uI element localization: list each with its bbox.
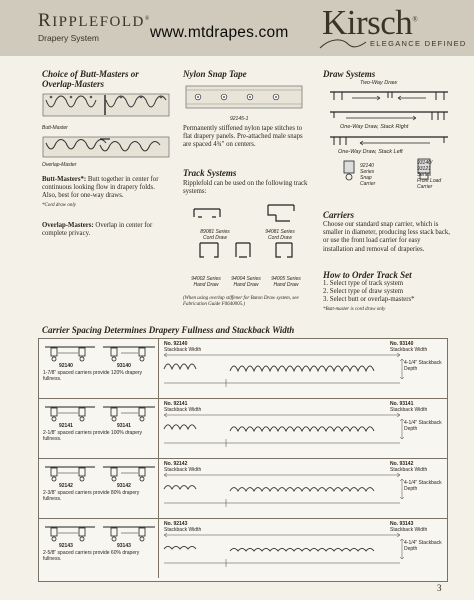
- page-number: 3: [437, 583, 442, 593]
- carrier-spacing-title: Carrier Spacing Determines Drapery Fullness and Stackback Width: [42, 325, 295, 335]
- snap-series-number: No. 92143: [164, 521, 188, 527]
- nylon-snap-tape-title: Nylon Snap Tape: [183, 69, 247, 79]
- one-way-left-figure: [328, 133, 450, 147]
- cord-draw-note: *Cord draw only: [42, 203, 76, 208]
- front-load-carrier-number: 93143: [117, 543, 131, 549]
- stackback-depth-label: 4-1/4" Stackback Depth: [404, 420, 442, 432]
- stackback-width-label: Stackback Width: [164, 347, 202, 353]
- order-step: 1. Select type of track system: [323, 280, 404, 287]
- front-load-carrier-number: 93141: [117, 423, 131, 429]
- carriers-title: Carriers: [323, 210, 355, 220]
- track-systems-title: Track Systems: [183, 168, 237, 178]
- order-step: 2. Select type of draw system: [323, 288, 404, 296]
- one-way-right-label: One-Way Draw, Stack Right: [340, 124, 409, 130]
- front-load-series-number: No. 93143: [390, 521, 414, 527]
- fullness-caption: 1-7/8" spaced carriers provide 120% drapery fullness.: [43, 370, 143, 382]
- spacing-carrier-diagram: [39, 339, 159, 398]
- snap-tape-part-number: 92145-1: [230, 116, 249, 122]
- fullness-caption: 2-5/8" spaced carriers provide 60% drapery fullness.: [43, 550, 140, 562]
- logo-swoosh-icon: [318, 36, 368, 50]
- snap-series-number: No. 92142: [164, 461, 188, 467]
- front-load-carrier-number: 93142: [117, 483, 131, 489]
- fullness-caption: 2-3/8" spaced carriers provide 80% drapery fullness.: [43, 490, 140, 502]
- snap-carrier-number: 92143: [59, 543, 73, 549]
- stackback-diagram: [160, 339, 447, 398]
- overlap-master-figure: [42, 135, 172, 161]
- butt-master-description: Butt-Masters*: Butt together in center for continuous looking flow in drapery folds. Also, best for one-way draws.: [42, 176, 159, 200]
- track-94005-label: 94005 Series Hand Draw: [271, 276, 301, 288]
- stackback-width-label: Stackback Width: [390, 407, 428, 413]
- snap-series-number: No. 92141: [164, 401, 188, 407]
- front-load-series-number: No. 93141: [390, 401, 414, 407]
- nylon-snap-tape-description: Permanently stiffened nylon tape stitches to flat drapery panels. Pre-attached male snaps are spaced 4¾" on centers.: [183, 125, 303, 149]
- one-way-left-label: One-Way Draw, Stack Left: [338, 149, 403, 155]
- one-way-right-figure: [328, 108, 450, 122]
- brand-subtitle: Drapery System: [38, 33, 99, 43]
- carriers-description: Choose our standard snap carrier, which is smaller in diameter, producing less stack back, or use the front load carrier for easy installation and removal of draperies.: [323, 221, 450, 253]
- fullness-caption: 2-1/8" spaced carriers provide 100% drapery fullness.: [43, 430, 143, 442]
- draw-systems-title: Draw Systems: [323, 69, 376, 79]
- spacing-row: [39, 459, 447, 519]
- order-steps-list: [323, 280, 453, 305]
- spacing-row: [39, 399, 447, 459]
- spacing-carrier-diagram: [39, 519, 159, 578]
- carrier-spacing-table: [38, 338, 448, 582]
- track-89081-label: 89081 Series Cord Draw: [200, 229, 230, 241]
- front-load-series-number: No. 93142: [390, 461, 414, 467]
- track-94081-label: 94081 Series Cord Draw: [265, 229, 295, 241]
- kirsch-logo: Kirsch®: [322, 3, 418, 42]
- stackback-diagram: [160, 459, 447, 518]
- page-header: [0, 0, 474, 56]
- stackback-width-label: Stackback Width: [390, 527, 428, 533]
- snap-series-number: No. 92140: [164, 341, 188, 347]
- stackback-depth-label: 4-1/4" Stackback Depth: [404, 540, 442, 552]
- butt-master-note: *Butt-master is cord draw only: [323, 307, 386, 312]
- brand-name: RIPPLEFOLD®: [38, 10, 151, 31]
- stackback-diagram: [160, 519, 447, 578]
- ripplefold-brand: [38, 10, 151, 43]
- stackback-width-label: Stackback Width: [164, 527, 202, 533]
- overlap-master-description: Overlap-Masters: Overlap in center for complete privacy.: [42, 222, 153, 238]
- front-load-series-number: No. 93140: [390, 341, 414, 347]
- butt-overlap-title: Choice of Butt-Masters or Overlap-Masters: [42, 69, 139, 89]
- butt-master-figure: [42, 92, 172, 124]
- spacing-carrier-diagram: [39, 459, 159, 518]
- spacing-row: [39, 519, 447, 579]
- stackback-width-label: Stackback Width: [390, 347, 428, 353]
- order-step: 3. Select butt or overlap-masters*: [323, 296, 415, 304]
- stackback-width-label: Stackback Width: [164, 407, 202, 413]
- overlap-master-label: Overlap-Master: [42, 162, 77, 168]
- spacing-carrier-diagram: [39, 399, 159, 458]
- stackback-depth-label: 4-1/4" Stackback Depth: [404, 360, 442, 372]
- track-94002-label: 94002 Series Hand Draw: [191, 276, 221, 288]
- overlap-stiffener-note: (When using overlap stiffener for Baton Draw system, see Fabrication Guide F0640005.): [183, 296, 299, 307]
- stackback-depth-label: 4-1/4" Stackback Depth: [404, 480, 442, 492]
- butt-master-label: Butt-Master: [42, 125, 68, 131]
- front-load-carrier-number: 93140: [117, 363, 131, 369]
- spacing-row: [39, 339, 447, 399]
- snap-carrier-number: 92142: [59, 483, 73, 489]
- track-systems-description: Ripplefold can be used on the following track systems:: [183, 180, 308, 196]
- stackback-width-label: Stackback Width: [164, 467, 202, 473]
- snap-carrier-label: 92140 Series Snap Carrier: [360, 163, 376, 187]
- snap-carrier-number: 92141: [59, 423, 73, 429]
- snap-carrier-number: 92140: [59, 363, 73, 369]
- front-load-carrier-label: 93140/ 93121 Series Front Load Carrier: [417, 160, 442, 190]
- two-way-draw-label: Two-Way Draw: [360, 80, 398, 86]
- two-way-draw-figure: [328, 86, 450, 106]
- order-track-set-title: How to Order Track Set: [323, 270, 412, 280]
- stackback-diagram: [160, 399, 447, 458]
- track-94004-label: 94004 Series Hand Draw: [231, 276, 261, 288]
- site-url-link[interactable]: www.mtdrapes.com: [150, 24, 289, 41]
- stackback-width-label: Stackback Width: [390, 467, 428, 473]
- tagline: ELEGANCE DEFINED: [370, 39, 467, 48]
- snap-tape-figure: [184, 82, 306, 120]
